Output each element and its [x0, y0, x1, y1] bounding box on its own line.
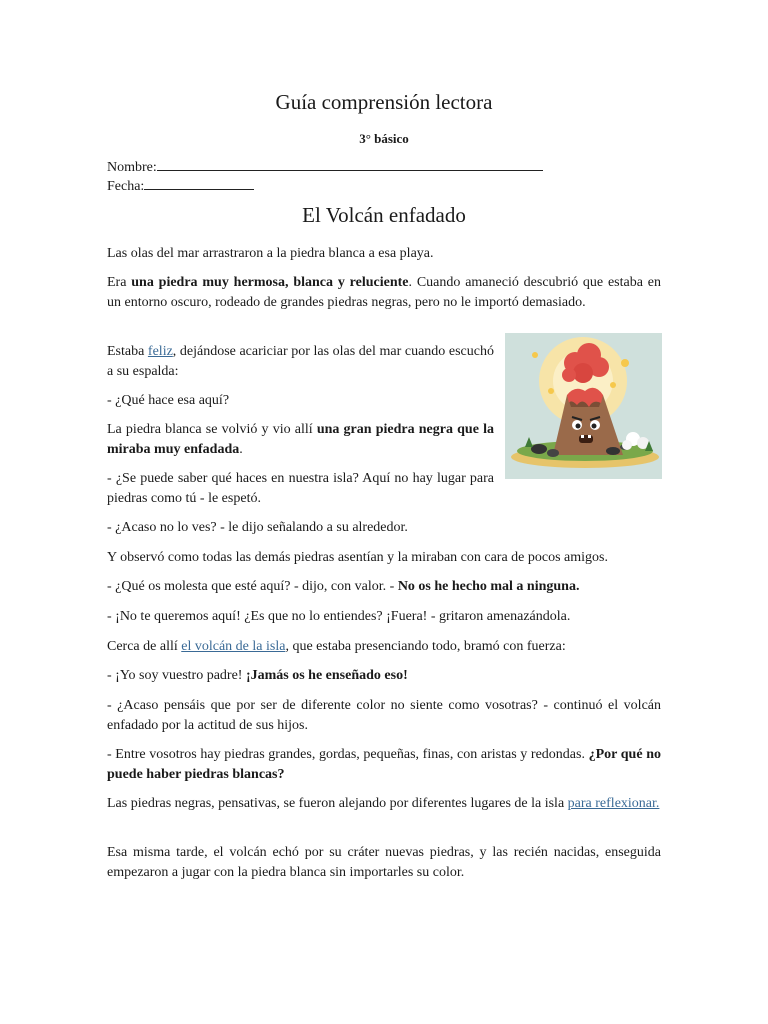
paragraph-16: Esa misma tarde, el volcán echó por su cráter nuevas piedras, y las recién nacidas, enseguida empezaron a jugar con la piedra blanca sin importarles su color.	[107, 845, 661, 880]
link-feliz[interactable]: feliz	[147, 344, 173, 359]
grade-label: 3° básico	[359, 131, 409, 146]
name-field[interactable]	[107, 158, 543, 176]
paragraph-11: Cerca de allí el volcán de la isla, que estaba presenciando todo, bramó con fuerza:	[107, 639, 566, 654]
name-label: Nombre:	[107, 160, 157, 175]
paragraph-9: - ¿Qué os molesta que esté aquí? - dijo, con valor. - No os he hecho mal a ninguna.	[107, 579, 580, 594]
story-title: El Volcán enfadado	[302, 203, 466, 227]
link-reflexionar[interactable]: para reflexionar.	[567, 796, 660, 811]
name-line[interactable]	[157, 158, 543, 171]
paragraph-3: Estaba feliz, dejándose acariciar por las olas del mar cuando escuchó a su espalda:	[107, 344, 494, 379]
paragraph-5: La piedra blanca se volvió y vio allí una gran piedra negra que la miraba muy enfadada.	[107, 422, 494, 457]
paragraph-2: Era una piedra muy hermosa, blanca y reluciente. Cuando amaneció descubrió que estaba en un entorno oscuro, rodeado de grandes piedras negras, pero no le importó demasiado.	[107, 275, 661, 310]
paragraph-6: - ¿Se puede saber qué haces en nuestra isla? Aquí no hay lugar para piedras como tú - le espetó.	[107, 471, 494, 506]
paragraph-7: - ¿Acaso no lo ves? - le dijo señalando a su alrededor.	[107, 520, 408, 535]
paragraph-10: - ¡No te queremos aquí! ¿Es que no lo entiendes? ¡Fuera! - gritaron amenazándola.	[107, 609, 571, 624]
paragraph-4: - ¿Qué hace esa aquí?	[107, 393, 230, 408]
paragraph-8: Y observó como todas las demás piedras asentían y la miraban con cara de pocos amigos.	[107, 550, 608, 565]
volcano-illustration	[505, 333, 662, 479]
date-label: Fecha:	[107, 179, 145, 194]
paragraph-14: - Entre vosotros hay piedras grandes, gordas, pequeñas, finas, con aristas y redondas. ¿Por qué no puede haber piedras blancas?	[107, 747, 661, 782]
paragraph-15: Las piedras negras, pensativas, se fueron alejando por diferentes lugares de la isla para reflexionar.	[107, 796, 660, 811]
paragraph-1: Las olas del mar arrastraron a la piedra blanca a esa playa.	[107, 246, 434, 261]
date-line[interactable]	[144, 177, 254, 190]
paragraph-13: - ¿Acaso pensáis que por ser de diferente color no siente como vosotras? - continuó el volcán enfadado por la actitud de sus hijos.	[107, 698, 661, 733]
page-title: Guía comprensión lectora	[275, 90, 493, 114]
paragraph-12: - ¡Yo soy vuestro padre! ¡Jamás os he enseñado eso!	[107, 668, 408, 683]
date-field[interactable]	[107, 177, 254, 195]
link-volcan[interactable]: el volcán de la isla	[181, 639, 286, 654]
